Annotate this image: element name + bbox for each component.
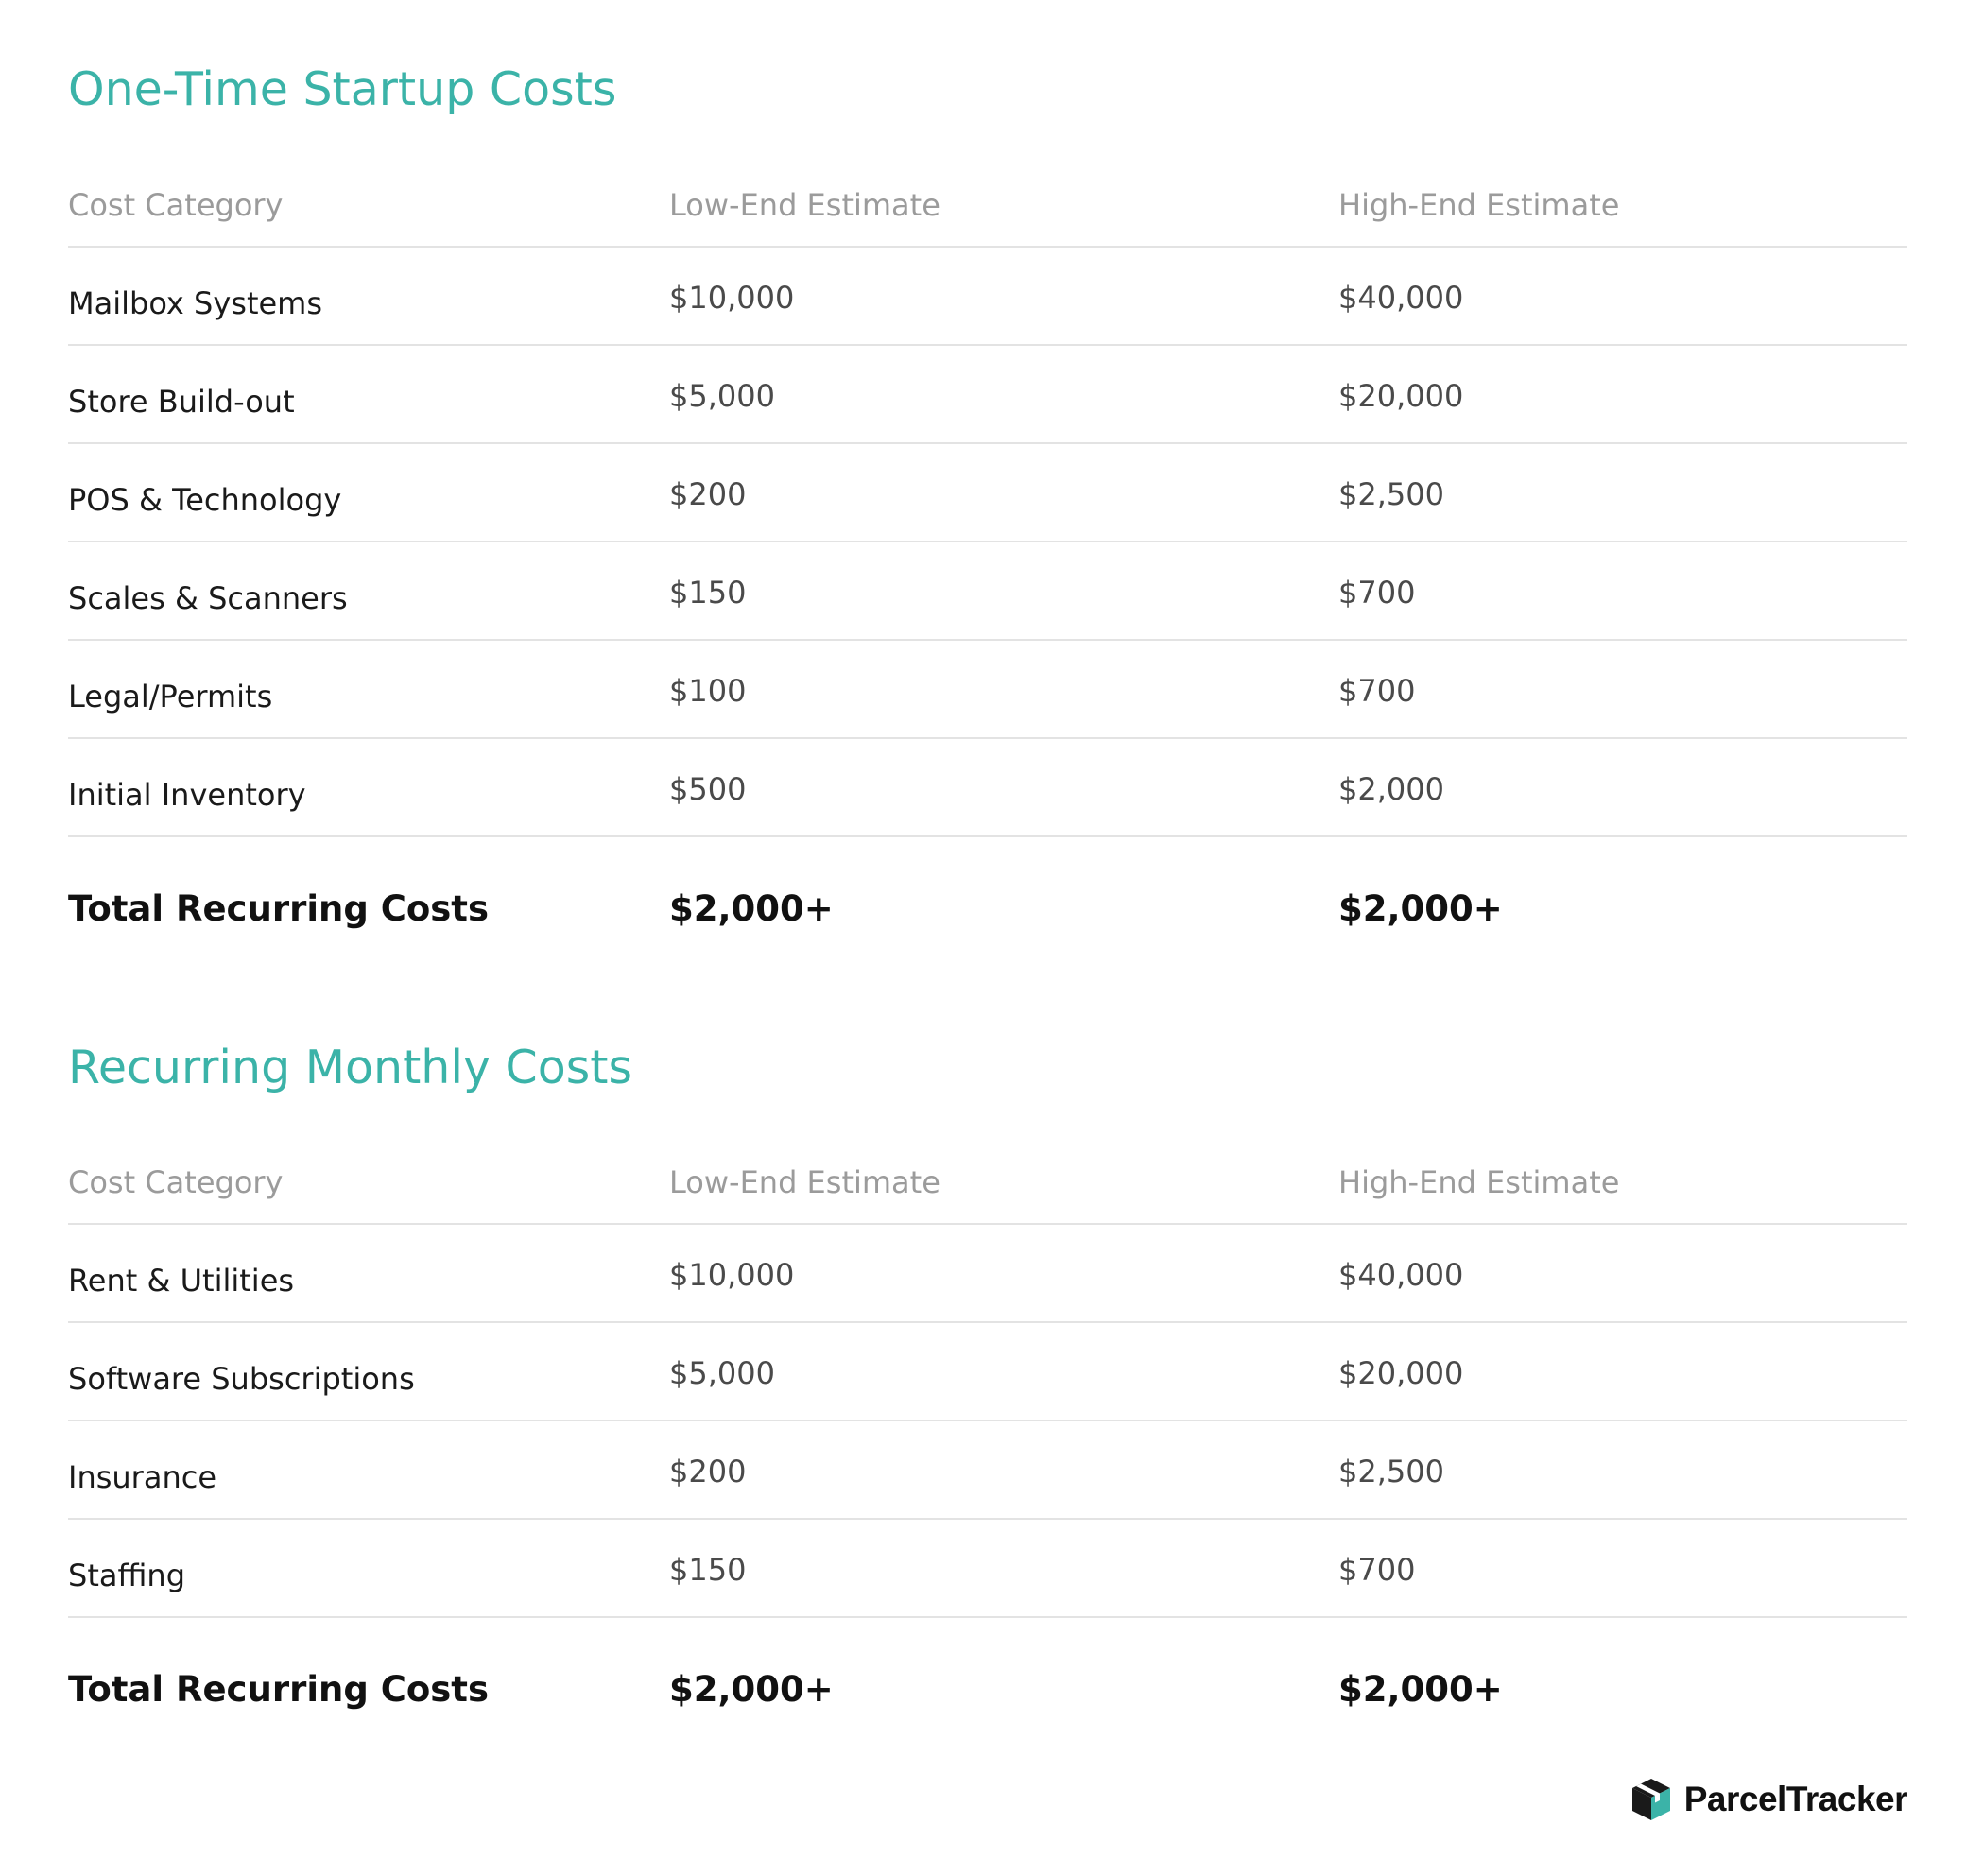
row-category: Rent & Utilities	[68, 1263, 295, 1299]
total-label: Total Recurring Costs	[68, 888, 490, 929]
row-low-estimate: $150	[669, 1552, 747, 1588]
table-row	[68, 641, 1907, 739]
column-header-high: High-End Estimate	[1338, 187, 1620, 223]
table-total-row	[68, 837, 1907, 981]
column-header-category: Cost Category	[68, 1164, 284, 1200]
table-row	[68, 346, 1907, 444]
startup-costs-table	[68, 147, 1907, 981]
table-row	[68, 1421, 1907, 1520]
row-high-estimate: $2,500	[1338, 1454, 1444, 1489]
table-header-row	[68, 147, 1907, 248]
row-low-estimate: $10,000	[669, 280, 795, 316]
row-low-estimate: $150	[669, 575, 747, 611]
row-low-estimate: $10,000	[669, 1257, 795, 1293]
row-high-estimate: $700	[1338, 1552, 1416, 1588]
row-low-estimate: $100	[669, 673, 747, 709]
row-high-estimate: $700	[1338, 575, 1416, 611]
section-title-startup: One-Time Startup Costs	[68, 62, 617, 116]
table-row	[68, 542, 1907, 641]
row-category: Software Subscriptions	[68, 1361, 415, 1397]
brand-name: ParcelTracker	[1683, 1780, 1907, 1818]
row-high-estimate: $40,000	[1338, 280, 1464, 316]
row-category: Store Build-out	[68, 384, 295, 420]
table-total-row	[68, 1618, 1907, 1762]
table-row	[68, 739, 1907, 837]
table-row	[68, 248, 1907, 346]
row-category: POS & Technology	[68, 482, 342, 518]
row-low-estimate: $5,000	[669, 1355, 775, 1391]
row-low-estimate: $5,000	[669, 378, 775, 414]
recurring-costs-table	[68, 1125, 1907, 1762]
row-category: Insurance	[68, 1459, 216, 1495]
row-low-estimate: $200	[669, 476, 747, 512]
column-header-low: Low-End Estimate	[669, 1164, 940, 1200]
row-high-estimate: $2,500	[1338, 476, 1444, 512]
box-logo-icon	[1630, 1777, 1673, 1822]
table-row	[68, 1520, 1907, 1618]
row-category: Mailbox Systems	[68, 285, 323, 321]
total-low-estimate: $2,000+	[669, 888, 834, 929]
table-row	[68, 1323, 1907, 1421]
total-label: Total Recurring Costs	[68, 1669, 490, 1710]
table-row	[68, 444, 1907, 542]
row-category: Scales & Scanners	[68, 580, 348, 616]
row-low-estimate: $500	[669, 771, 747, 807]
brand-logo	[1630, 1777, 1907, 1822]
row-category: Initial Inventory	[68, 777, 306, 813]
column-header-high: High-End Estimate	[1338, 1164, 1620, 1200]
row-high-estimate: $20,000	[1338, 1355, 1464, 1391]
total-high-estimate: $2,000+	[1338, 1669, 1503, 1710]
total-low-estimate: $2,000+	[669, 1669, 834, 1710]
row-high-estimate: $40,000	[1338, 1257, 1464, 1293]
row-high-estimate: $20,000	[1338, 378, 1464, 414]
row-category: Legal/Permits	[68, 679, 273, 714]
table-header-row	[68, 1125, 1907, 1225]
table-row	[68, 1225, 1907, 1323]
section-title-recurring: Recurring Monthly Costs	[68, 1041, 632, 1094]
row-high-estimate: $2,000	[1338, 771, 1444, 807]
row-category: Staffing	[68, 1558, 185, 1593]
row-high-estimate: $700	[1338, 673, 1416, 709]
column-header-category: Cost Category	[68, 187, 284, 223]
column-header-low: Low-End Estimate	[669, 187, 940, 223]
total-high-estimate: $2,000+	[1338, 888, 1503, 929]
row-low-estimate: $200	[669, 1454, 747, 1489]
